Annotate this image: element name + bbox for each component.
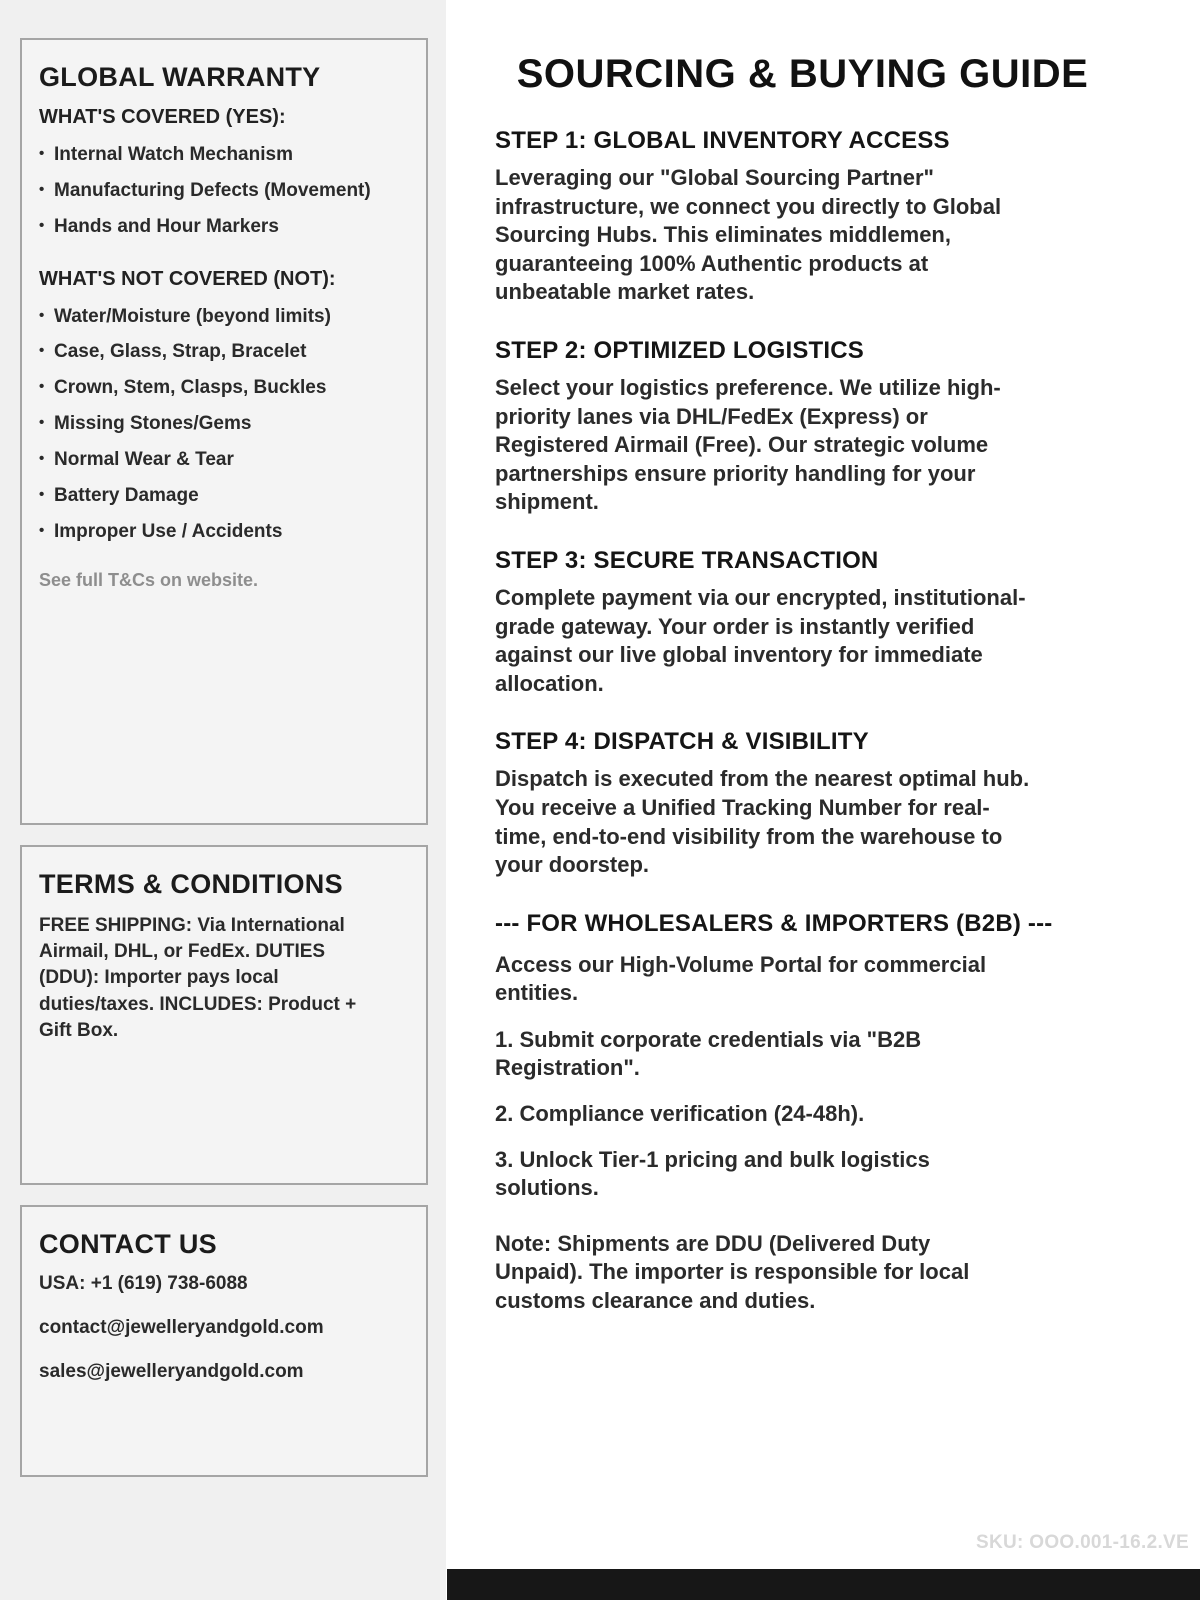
contact-email-sales: sales@jewelleryandgold.com — [39, 1360, 304, 1382]
contact-card — [20, 1205, 428, 1477]
step-section-1 — [495, 127, 1110, 307]
sku-label: SKU: OOO.001-16.2.VE — [976, 1532, 1189, 1553]
covered-heading: WHAT'S COVERED (YES): — [39, 106, 286, 128]
list-item: • Hands and Hour Markers — [39, 216, 409, 238]
list-item: • Case, Glass, Strap, Bracelet — [39, 341, 409, 363]
list-item: • Normal Wear & Tear — [39, 449, 409, 471]
list-item: • Water/Moisture (beyond limits) — [39, 306, 409, 328]
b2b-heading: --- FOR WHOLESALERS & IMPORTERS (B2B) --- — [495, 909, 1053, 937]
step-body: Dispatch is executed from the nearest optimal hub. You receive a Unified Tracking Number for real-time, end-to-end visibility from the warehouse to your doorstep. — [495, 766, 1030, 878]
step-heading: STEP 2: OPTIMIZED LOGISTICS — [495, 336, 864, 364]
list-item: • Improper Use / Accidents — [39, 521, 409, 543]
step-heading: STEP 1: GLOBAL INVENTORY ACCESS — [495, 127, 950, 154]
b2b-intro: Access our High-Volume Portal for commercial entities. — [495, 951, 987, 1006]
contact-email-primary: contact@jewelleryandgold.com — [39, 1316, 324, 1338]
warranty-footnote: See full T&Cs on website. — [39, 570, 259, 591]
list-item: • Manufacturing Defects (Movement) — [39, 180, 409, 202]
terms-card — [20, 845, 428, 1185]
sidebar — [0, 0, 446, 1600]
step-body: Complete payment via our encrypted, institutional-grade gateway. Your order is instantly verified against our live global inventory for immediate allocation. — [495, 584, 1026, 696]
main-content — [495, 52, 1110, 1316]
warranty-title: GLOBAL WARRANTY — [39, 62, 321, 92]
page-title: SOURCING & BUYING GUIDE — [516, 52, 1089, 96]
covered-list — [39, 144, 409, 238]
step-body: Select your logistics preference. We utilize high-priority lanes via DHL/FedEx (Express) or Registered Airmail (Free). Our strategic volume partnerships ensure priority handling for your shipment. — [495, 374, 1001, 515]
b2b-section — [495, 910, 1110, 1316]
contact-phone: USA: +1 (619) 738-6088 — [39, 1273, 248, 1294]
step-section-4 — [495, 728, 1110, 879]
b2b-note: Note: Shipments are DDU (Delivered Duty Unpaid). The importer is responsible for local customs clearance and duties. — [495, 1230, 970, 1314]
terms-body: FREE SHIPPING: Via International Airmail, DHL, or FedEx. DUTIES (DDU): Importer pays local duties/taxes. INCLUDES: Product + Gift Box. — [39, 915, 357, 1041]
list-item: • Missing Stones/Gems — [39, 413, 409, 435]
list-item: • Battery Damage — [39, 485, 409, 507]
list-item: • Internal Watch Mechanism — [39, 144, 409, 166]
step-heading: STEP 3: SECURE TRANSACTION — [495, 546, 879, 574]
b2b-item: 1. Submit corporate credentials via "B2B Registration". — [495, 1026, 922, 1081]
not-covered-heading: WHAT'S NOT COVERED (NOT): — [39, 267, 336, 290]
footer-bar — [447, 1569, 1200, 1600]
terms-title: TERMS & CONDITIONS — [39, 869, 343, 899]
step-body: Leveraging our "Global Sourcing Partner" infrastructure, we connect you directly to Global Sourcing Hubs. This eliminates middlemen, guaranteeing 100% Authentic products at unbeatable market rates. — [495, 165, 1002, 305]
contact-title: CONTACT US — [39, 1229, 217, 1259]
step-section-3 — [495, 547, 1110, 698]
list-item: • Crown, Stem, Clasps, Buckles — [39, 377, 409, 399]
warranty-card — [20, 38, 428, 825]
step-heading: STEP 4: DISPATCH & VISIBILITY — [495, 728, 869, 756]
step-section-2 — [495, 337, 1110, 517]
b2b-item: 3. Unlock Tier-1 pricing and bulk logistics solutions. — [495, 1146, 930, 1201]
b2b-item: 2. Compliance verification (24-48h). — [495, 1101, 865, 1127]
not-covered-list — [39, 306, 409, 543]
